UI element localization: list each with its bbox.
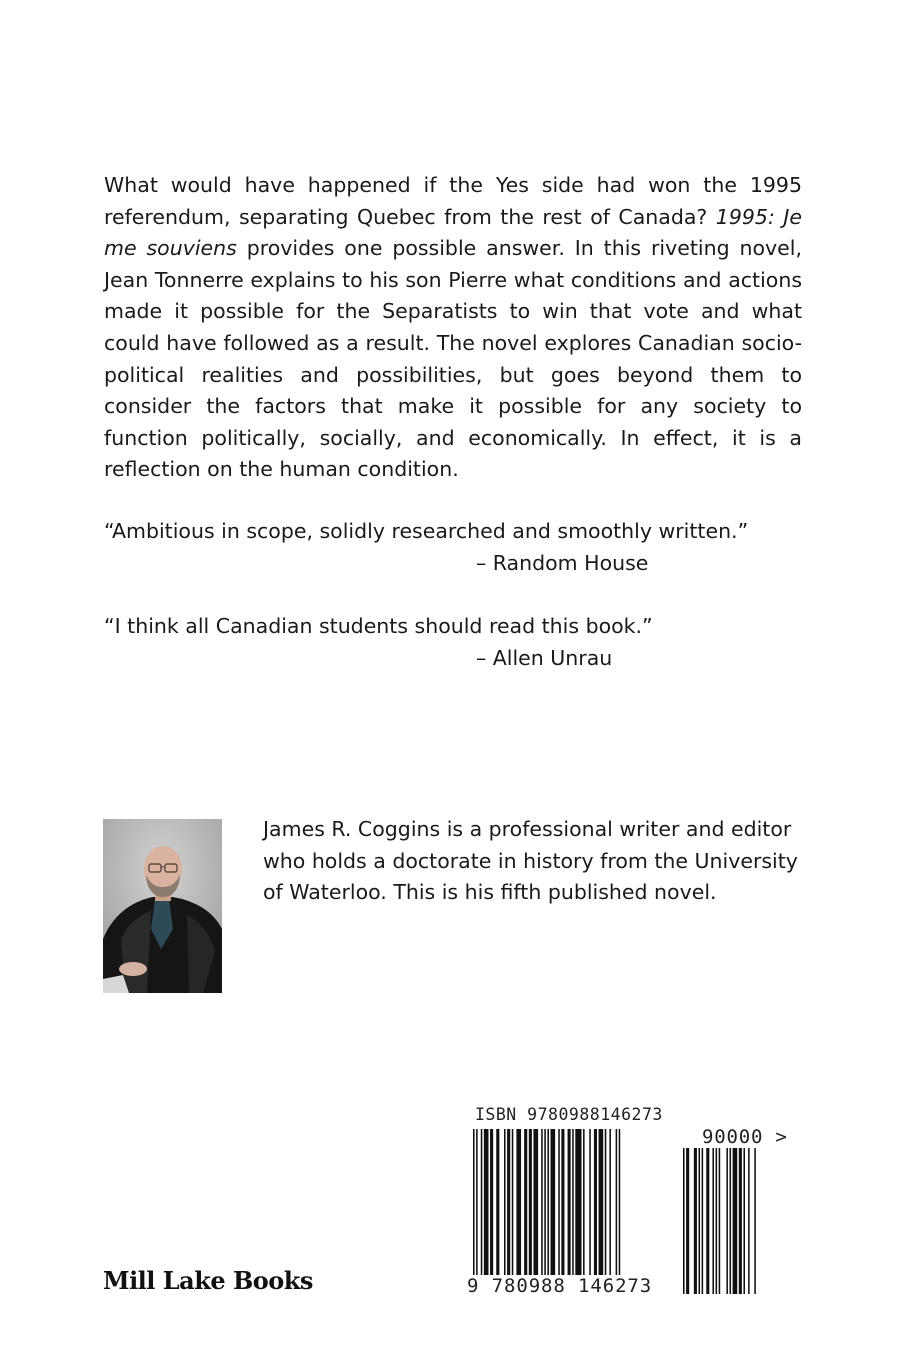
barcode-bar bbox=[706, 1148, 709, 1294]
review-quote-attribution: – Random House bbox=[476, 550, 649, 575]
review-quote-text: “I think all Canadian students should read this book.” bbox=[104, 614, 653, 638]
barcode-bar bbox=[594, 1129, 597, 1279]
barcode-bar bbox=[544, 1129, 546, 1279]
isbn-barcode bbox=[462, 1105, 802, 1300]
barcode-bar bbox=[490, 1129, 493, 1279]
barcode-bar bbox=[712, 1148, 714, 1294]
addon-barcode-bars bbox=[683, 1148, 783, 1294]
barcode-bar bbox=[730, 1148, 732, 1294]
barcode-digits: 9 780988 146273 bbox=[467, 1275, 653, 1297]
description-part-1: What would have happened if the Yes side had won the 1995 referendum, separating Quebec from the rest of Canada? bbox=[104, 173, 802, 229]
publisher-logo: Mill Lake Books bbox=[103, 1266, 313, 1295]
barcode-bar bbox=[589, 1129, 591, 1279]
barcode-bar bbox=[568, 1129, 571, 1279]
barcode-bar bbox=[507, 1129, 510, 1279]
barcode-bar bbox=[561, 1129, 564, 1279]
barcode-bar bbox=[476, 1129, 478, 1289]
barcode-bar bbox=[616, 1129, 618, 1279]
barcode-bar bbox=[609, 1129, 611, 1279]
barcode-bar bbox=[605, 1129, 607, 1279]
barcode-bar bbox=[694, 1148, 697, 1294]
barcode-bar bbox=[572, 1129, 574, 1279]
barcode-bar bbox=[547, 1129, 549, 1289]
book-description bbox=[104, 170, 802, 486]
isbn-label: ISBN 9780988146273 bbox=[475, 1105, 663, 1124]
description-part-2: provides one possible answer. In this riveting novel, Jean Tonnerre explains to his son Pierre what conditions and actions made it possible for the Separatists to win that vote and what could have followed as a result. The novel explores Canadian socio-political realities and possibilities, but goes beyond them to consider the factors that make it possible for any society to function politically, socially, and economically. In effect, it is a reflection on the human condition. bbox=[104, 236, 802, 482]
barcode-bar bbox=[484, 1129, 489, 1279]
barcode-bar bbox=[699, 1148, 701, 1294]
barcode-bar bbox=[743, 1148, 745, 1294]
barcode-bar bbox=[524, 1129, 527, 1279]
review-quote bbox=[104, 611, 802, 674]
barcode-bar bbox=[512, 1129, 514, 1279]
barcode-bar bbox=[733, 1148, 738, 1294]
barcode-bar bbox=[529, 1129, 532, 1279]
book-title-italic: 1995: Je me souviens bbox=[104, 204, 802, 261]
barcode-bar bbox=[533, 1129, 538, 1279]
barcode-bar bbox=[619, 1129, 621, 1289]
barcode-bar bbox=[683, 1148, 685, 1294]
review-quote-text: “Ambitious in scope, solidly researched and smoothly written.” bbox=[104, 519, 749, 543]
review-quote bbox=[104, 516, 802, 579]
barcode-bar bbox=[551, 1129, 556, 1289]
barcode-bar bbox=[748, 1148, 750, 1294]
barcode-bar bbox=[726, 1148, 728, 1294]
barcode-bar bbox=[599, 1129, 604, 1279]
barcode-bar bbox=[754, 1148, 756, 1294]
author-portrait-icon bbox=[103, 819, 222, 993]
barcode-bar bbox=[481, 1129, 483, 1279]
price-code: 90000 > bbox=[702, 1126, 788, 1148]
barcode-bar bbox=[541, 1129, 543, 1279]
barcode-bar bbox=[702, 1148, 704, 1294]
author-bio: James R. Coggins is a professional writer and editor who holds a doctorate in history from the University of Waterloo. This is his fifth published novel. bbox=[263, 817, 798, 905]
barcode-bar bbox=[583, 1129, 585, 1279]
barcode-bar bbox=[504, 1129, 506, 1279]
barcode-bar bbox=[516, 1129, 521, 1279]
barcode-bar bbox=[558, 1129, 560, 1279]
barcode-bar bbox=[686, 1148, 689, 1294]
review-quote-attribution: – Allen Unrau bbox=[476, 645, 613, 670]
barcode-bar bbox=[496, 1129, 499, 1279]
ean-barcode-bars bbox=[473, 1129, 673, 1289]
barcode-bar bbox=[739, 1148, 742, 1294]
barcode-bar bbox=[719, 1148, 721, 1294]
barcode-bar bbox=[473, 1129, 475, 1289]
barcode-bar bbox=[575, 1129, 581, 1279]
author-photo bbox=[103, 819, 222, 993]
barcode-bar bbox=[716, 1148, 718, 1294]
